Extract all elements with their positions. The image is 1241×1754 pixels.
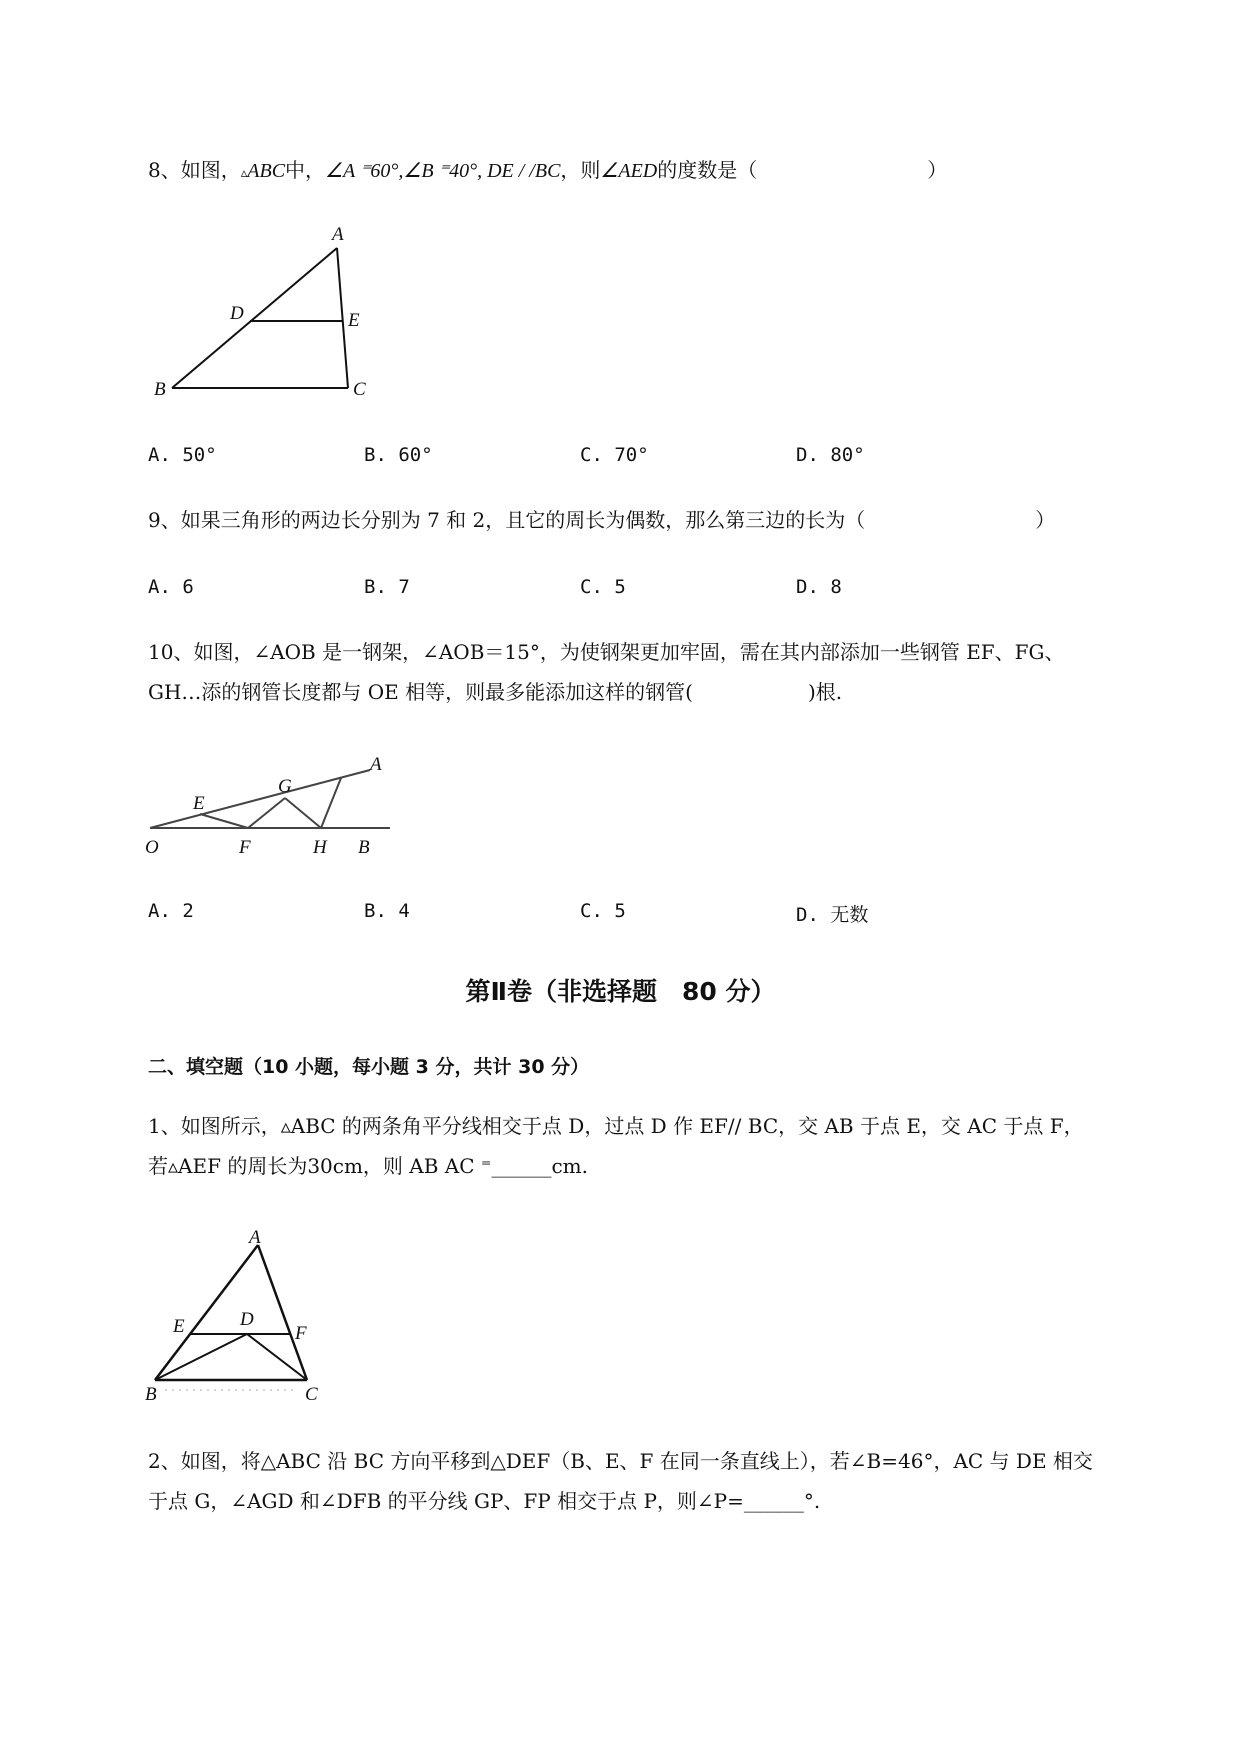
q8-options [148, 444, 1148, 474]
q9-option-c[interactable]: C. 5 [580, 576, 626, 598]
q8-option-d[interactable]: D. 80° [796, 444, 865, 466]
q9-option-b[interactable]: B. 7 [364, 576, 410, 598]
q8-triangle-name: ABC [247, 160, 286, 182]
segment-ab [172, 248, 337, 388]
label-e: E [348, 310, 360, 331]
label-g: G [278, 776, 292, 797]
segment-ef [200, 814, 248, 828]
q10-line-1: 10、如图，∠AOB 是一钢架，∠AOB＝15°，为使钢架更加牢固，需在其内部添加一些钢管 EF、FG、 [148, 640, 1065, 664]
part-2-heading: 第Ⅱ卷（非选择题 80 分） [465, 977, 776, 1006]
q9-close-paren: ） [1035, 508, 1056, 532]
q8-close-paren: ） [927, 158, 948, 182]
f2-line-1: 2、如图，将△ABC 沿 BC 方向平移到△DEF（B、E、F 在同一条直线上），若∠B=46°，AC 与 DE 相交 [148, 1449, 1093, 1473]
q8-option-a[interactable]: A. 50° [148, 444, 217, 466]
q8-triangle-figure [150, 220, 390, 410]
label-d: D [240, 1309, 254, 1330]
question-10-stem [148, 632, 1148, 712]
q10-line-2-end: )根. [807, 680, 843, 704]
q10-line-2 [148, 672, 1148, 712]
triangle-symbol: ▵ [240, 166, 248, 181]
f1-line-2: 若▵AEF 的周长为30cm，则 AB AC ⁼______cm. [148, 1154, 588, 1178]
q9-option-a[interactable]: A. 6 [148, 576, 194, 598]
q10-options [148, 900, 1148, 930]
q8-condition: ∠A ⁼60°,∠B ⁼40°, DE / /BC [325, 160, 561, 182]
q8-angle: ∠AED [600, 160, 658, 182]
segment-h-to-oa [321, 778, 341, 828]
label-b: B [358, 837, 370, 858]
q10-steel-frame-figure [145, 740, 405, 860]
fill-in-section-title: 二、填空题（10 小题，每小题 3 分，共计 30 分） [148, 1056, 590, 1078]
q8-prefix: 8、如图， [148, 158, 241, 182]
fill-in-2-stem [148, 1441, 1148, 1521]
q10-option-b[interactable]: B. 4 [364, 900, 410, 922]
q8-text: ，则 [560, 158, 601, 182]
f1-triangle-figure [145, 1225, 345, 1410]
label-e: E [173, 1316, 185, 1337]
question-9-stem [148, 500, 1148, 540]
segment-gh [285, 798, 321, 828]
q9-option-d[interactable]: D. 8 [796, 576, 842, 598]
label-b: B [145, 1384, 157, 1405]
q9-text: 9、如果三角形的两边长分别为 7 和 2，且它的周长为偶数，那么第三边的长为（ [148, 508, 866, 532]
label-a: A [370, 754, 382, 775]
label-b: B [154, 379, 166, 400]
label-c: C [305, 1384, 318, 1405]
fill-in-1-stem [148, 1106, 1148, 1186]
q8-option-b[interactable]: B. 60° [364, 444, 433, 466]
q8-text: 中， [285, 158, 326, 182]
label-a: A [332, 224, 344, 245]
segment-bd [155, 1334, 247, 1380]
segment-fg [248, 798, 285, 828]
q8-option-c[interactable]: C. 70° [580, 444, 649, 466]
label-h: H [313, 837, 327, 858]
label-e: E [193, 793, 205, 814]
q10-option-a[interactable]: A. 2 [148, 900, 194, 922]
q10-option-c[interactable]: C. 5 [580, 900, 626, 922]
label-d: D [230, 303, 244, 324]
label-o: O [145, 837, 159, 858]
label-f: F [239, 837, 251, 858]
segment-ac [337, 248, 348, 388]
f2-line-2: 于点 G，∠AGD 和∠DFB 的平分线 GP、FP 相交于点 P，则∠P=______°. [148, 1489, 821, 1513]
label-c: C [353, 379, 366, 400]
segment-ac [258, 1245, 307, 1380]
f1-line-1: 1、如图所示，▵ABC 的两条角平分线相交于点 D，过点 D 作 EF// BC，交 AB 于点 E，交 AC 于点 F， [148, 1114, 1084, 1138]
q8-text: 的度数是（ [657, 158, 758, 182]
q9-options [148, 576, 1148, 606]
label-a: A [249, 1227, 261, 1248]
label-f: F [295, 1323, 307, 1344]
q10-option-d[interactable]: D. 无数 [796, 904, 869, 926]
q10-line-2-text: GH…添的钢管长度都与 OE 相等，则最多能添加这样的钢管( [148, 680, 693, 704]
question-8-stem [148, 150, 1148, 194]
